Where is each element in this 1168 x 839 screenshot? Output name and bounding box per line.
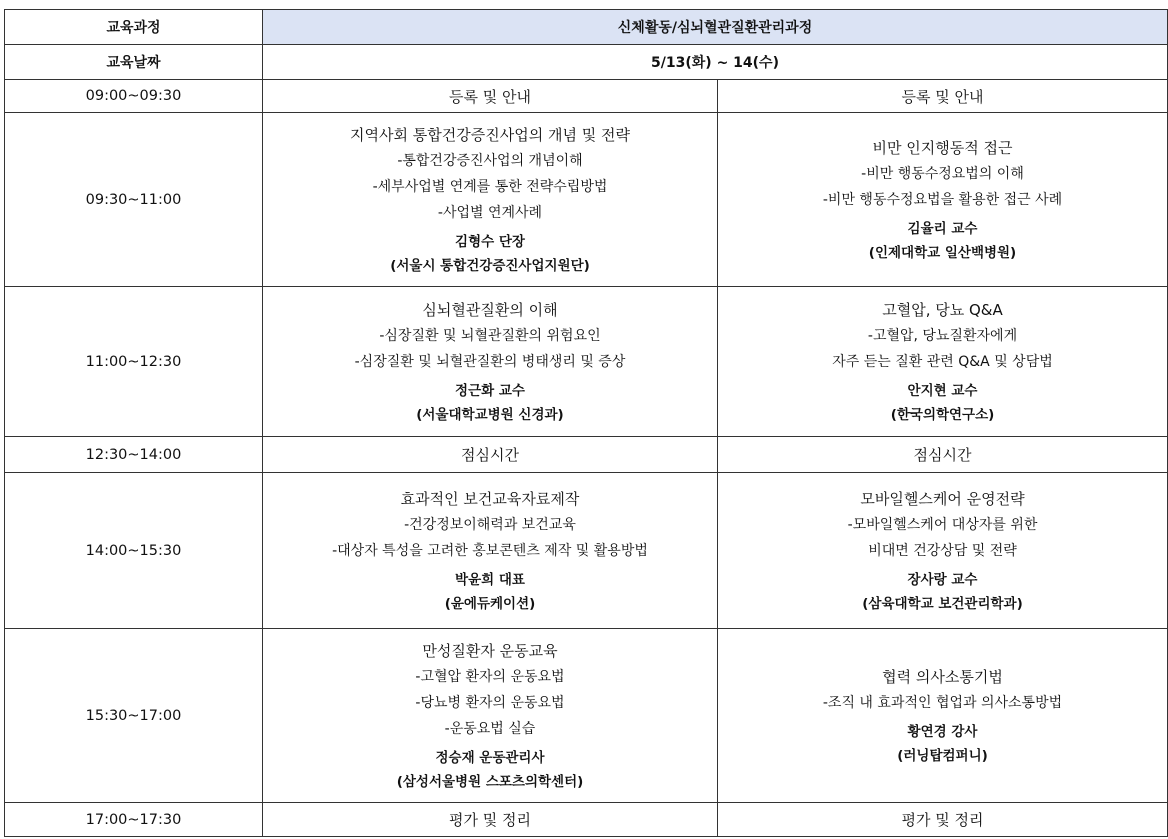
date-value: 5/13(화) ~ 14(수)	[263, 45, 1168, 80]
lecture-title: 효과적인 보건교육자료제작	[400, 489, 580, 508]
lecturer-name: 김율리 교수	[907, 220, 978, 237]
lecture-title: 고혈압, 당뇨 Q&A	[882, 300, 1003, 319]
schedule-row	[5, 437, 1168, 473]
schedule-row	[5, 473, 1168, 629]
lecturer-name: 황연경 강사	[907, 723, 978, 740]
schedule-table	[4, 9, 1168, 837]
lecture-cell	[718, 287, 1168, 437]
lecturer-name: 박윤희 대표	[455, 571, 525, 588]
lecture-cell	[263, 113, 718, 287]
lecture-topic: -당뇨병 환자의 운동요법	[415, 694, 565, 711]
session-cell: 점심시간	[718, 437, 1168, 473]
lecture-topic: -심장질환 및 뇌혈관질환의 위험요인	[379, 327, 601, 344]
lecture-topic: -고혈압, 당뇨질환자에게	[867, 327, 1018, 344]
lecturer-name: 정근화 교수	[455, 382, 525, 399]
session-cell: 평가 및 정리	[263, 803, 718, 837]
schedule-row	[5, 113, 1168, 287]
lecture-topic: -모바일헬스케어 대상자를 위한	[847, 516, 1038, 533]
course-row	[5, 10, 1168, 45]
lecture-topic: -비만 행동수정요법을 활용한 접근 사례	[822, 191, 1063, 208]
time-cell: 17:00~17:30	[5, 803, 263, 837]
session-cell: 평가 및 정리	[718, 803, 1168, 837]
lecture-topic: -대상자 특성을 고려한 홍보콘텐츠 제작 및 활용방법	[332, 542, 648, 559]
lecture-topic: -비만 행동수정요법의 이해	[861, 165, 1024, 182]
time-cell: 12:30~14:00	[5, 437, 263, 473]
schedule-row	[5, 629, 1168, 803]
lecture-topic: 비대면 건강상담 및 전략	[868, 542, 1017, 559]
session-cell: 등록 및 안내	[718, 80, 1168, 113]
session-cell: 점심시간	[263, 437, 718, 473]
lecture-cell	[263, 287, 718, 437]
time-cell: 09:30~11:00	[5, 113, 263, 287]
lecturer-affiliation: (윤에듀케이션)	[444, 595, 536, 612]
lecture-title: 협력 의사소통기법	[882, 667, 1003, 686]
lecture-cell	[263, 629, 718, 803]
course-title: 신체활동/심뇌혈관질환관리과정	[263, 10, 1168, 45]
time-cell: 11:00~12:30	[5, 287, 263, 437]
lecture-title: 비만 인지행동적 접근	[872, 138, 1013, 157]
lecture-topic: -조직 내 효과적인 협업과 의사소통방법	[822, 694, 1063, 711]
lecturer-affiliation: (서울시 통합건강증진사업지원단)	[390, 257, 590, 274]
lecturer-name: 정승재 운동관리사	[435, 749, 545, 766]
lecturer-affiliation: (한국의학연구소)	[890, 406, 995, 423]
lecture-cell	[718, 473, 1168, 629]
date-label: 교육날짜	[5, 45, 263, 80]
lecturer-affiliation: (러닝탑컴퍼니)	[897, 747, 988, 764]
lecture-cell	[263, 473, 718, 629]
lecturer-affiliation: (삼육대학교 보건관리학과)	[862, 595, 1023, 612]
lecture-topic: 자주 듣는 질환 관련 Q&A 및 상담법	[832, 353, 1053, 370]
schedule-row	[5, 803, 1168, 837]
lecturer-name: 장사랑 교수	[907, 571, 978, 588]
lecture-title: 지역사회 통합건강증진사업의 개념 및 전략	[350, 125, 630, 144]
course-label: 교육과정	[5, 10, 263, 45]
time-cell: 14:00~15:30	[5, 473, 263, 629]
lecturer-name: 김형수 단장	[455, 233, 525, 250]
lecture-topic: -운동요법 실습	[444, 720, 536, 737]
lecturer-name: 안지현 교수	[907, 382, 978, 399]
lecture-title: 만성질환자 운동교육	[422, 641, 558, 660]
time-cell: 09:00~09:30	[5, 80, 263, 113]
session-cell: 등록 및 안내	[263, 80, 718, 113]
schedule-row	[5, 80, 1168, 113]
lecture-topic: -세부사업별 연계를 통한 전략수립방법	[372, 178, 608, 195]
time-cell: 15:30~17:00	[5, 629, 263, 803]
schedule-row	[5, 287, 1168, 437]
lecture-topic: -사업별 연계사례	[437, 204, 543, 221]
lecturer-affiliation: (삼성서울병원 스포츠의학센터)	[396, 773, 584, 790]
date-row	[5, 45, 1168, 80]
lecture-cell	[718, 629, 1168, 803]
lecture-topic: -심장질환 및 뇌혈관질환의 병태생리 및 증상	[354, 353, 626, 370]
lecture-title: 모바일헬스케어 운영전략	[860, 489, 1025, 508]
lecture-cell	[718, 113, 1168, 287]
lecture-title: 심뇌혈관질환의 이해	[422, 300, 558, 319]
lecture-topic: -고혈압 환자의 운동요법	[415, 668, 565, 685]
lecturer-affiliation: (인제대학교 일산백병원)	[868, 244, 1017, 261]
lecturer-affiliation: (서울대학교병원 신경과)	[416, 406, 564, 423]
lecture-topic: -건강정보이해력과 보건교육	[404, 516, 576, 533]
lecture-topic: -통합건강증진사업의 개념이해	[397, 152, 583, 169]
